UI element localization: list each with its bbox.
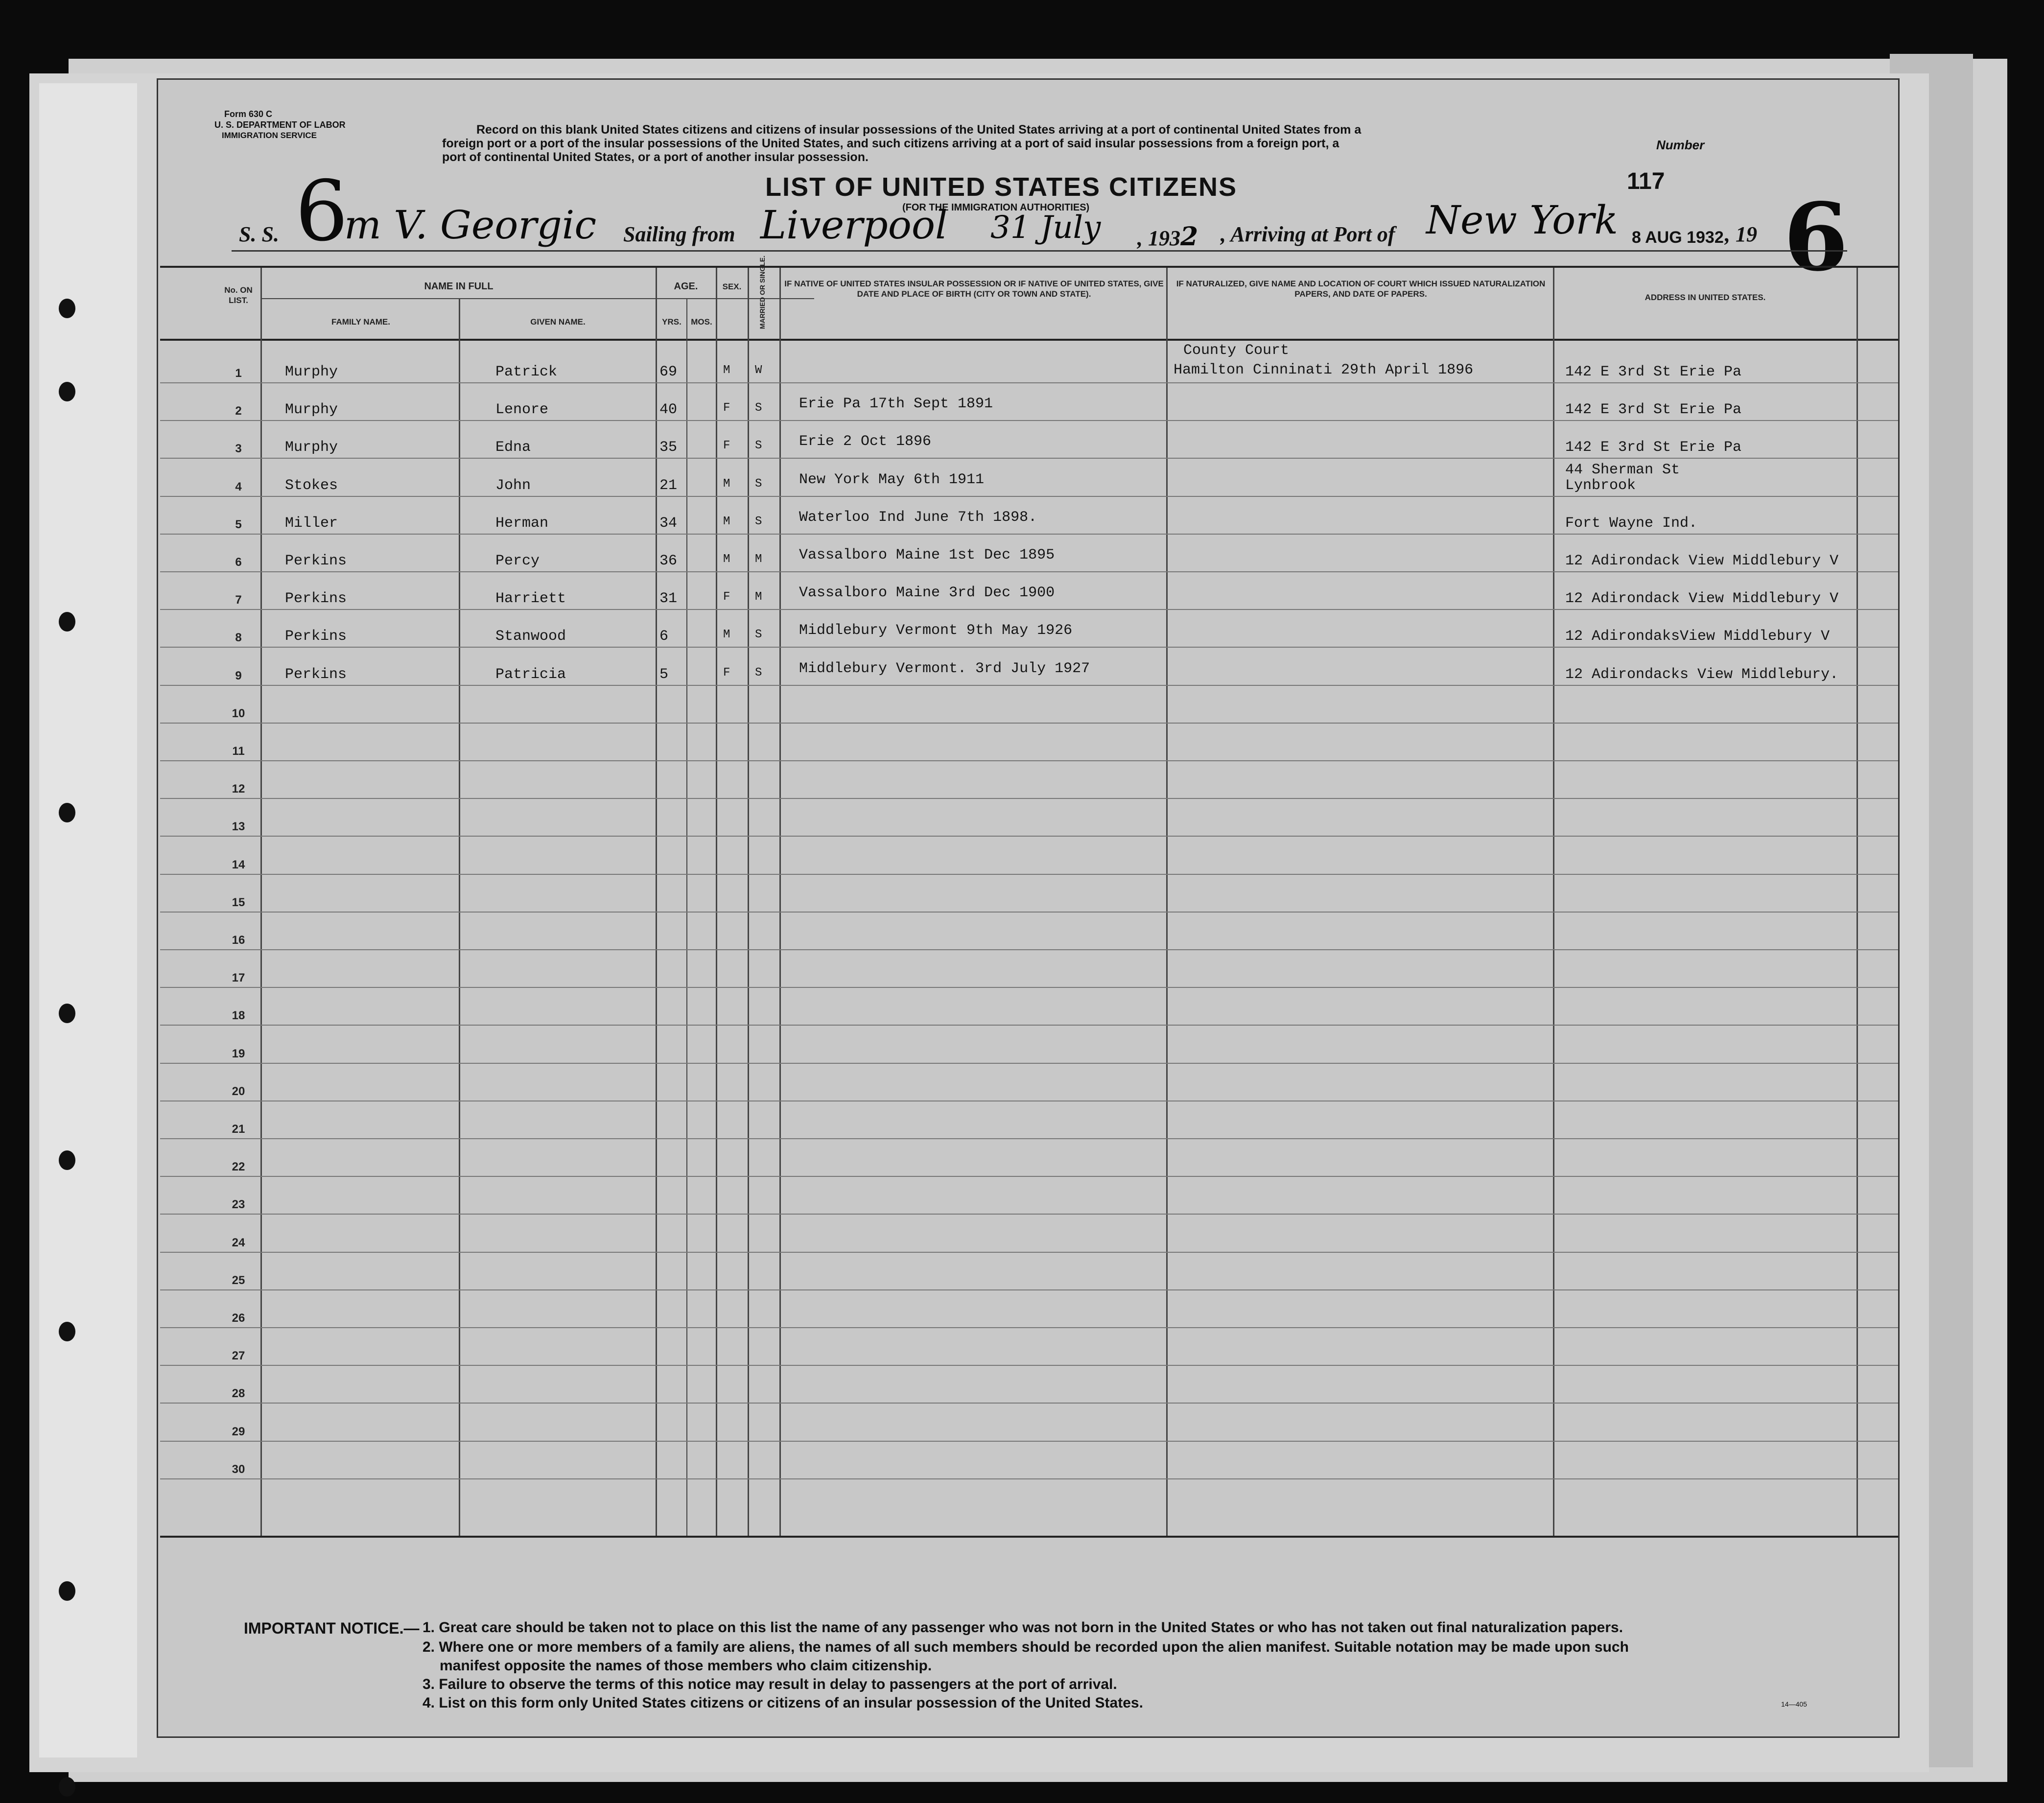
sex: F <box>723 401 730 415</box>
family-name: Murphy <box>285 401 338 419</box>
instruction-line-2: foreign port or a port of the insular possessions of the United States, and such citizens arriving at a port of said insular possessions from a foreign port, a <box>442 137 1339 150</box>
header-separator <box>160 339 1898 341</box>
row-rule <box>160 571 1898 572</box>
age-years: 31 <box>659 590 678 608</box>
marital-status: S <box>755 439 762 453</box>
marital-status: W <box>755 364 762 377</box>
row-rule <box>160 1252 1898 1253</box>
row-number: 5 <box>235 517 242 531</box>
row-number: 4 <box>235 480 242 493</box>
given-name: John <box>495 477 531 494</box>
instruction-line-3: port of continental United States, or a port of another insular possession. <box>442 150 869 164</box>
service-label: IMMIGRATION SERVICE <box>222 131 317 140</box>
address: 142 E 3rd St Erie Pa <box>1565 439 1742 456</box>
sex: M <box>723 515 730 528</box>
marital-status: S <box>755 666 762 679</box>
header-sex: SEX. <box>722 282 742 291</box>
row-rule <box>160 458 1898 459</box>
row-number: 30 <box>232 1462 245 1476</box>
row-number: 29 <box>232 1425 245 1438</box>
binding-hole <box>59 382 75 401</box>
row-rule <box>160 382 1898 383</box>
arriving-label: , Arriving at Port of <box>1221 222 1395 246</box>
address: 12 AdirondaksView Middlebury V <box>1565 628 1830 645</box>
header-no: No. ON LIST. <box>224 285 253 305</box>
row-rule <box>160 1176 1898 1177</box>
binding-hole <box>59 299 75 318</box>
row-rule <box>160 1365 1898 1366</box>
row-number: 17 <box>232 971 245 985</box>
notice-item-1: 1. Great care should be taken not to place on this list the name of any passenger who was not born in the United States or who has not taken out final naturalization papers. <box>423 1619 1623 1636</box>
row-rule <box>160 723 1898 724</box>
address: 44 Sherman St <box>1565 461 1680 478</box>
age-years: 35 <box>659 439 678 456</box>
row-number: 25 <box>232 1273 245 1287</box>
row-number: 2 <box>235 404 242 418</box>
row-rule <box>160 1327 1898 1328</box>
row-number: 24 <box>232 1236 245 1249</box>
row-rule <box>160 496 1898 497</box>
row-number: 28 <box>232 1387 245 1401</box>
row-rule <box>160 609 1898 610</box>
header-mos: MOS. <box>691 317 712 327</box>
birth-place-date: Erie Pa 17th Sept 1891 <box>799 396 993 413</box>
row-rule <box>160 685 1898 686</box>
citizen-list-form <box>157 78 1900 1738</box>
given-name: Edna <box>495 439 531 456</box>
row-rule <box>160 949 1898 950</box>
address: 12 Adirondack View Middlebury V <box>1565 553 1839 569</box>
binding-hole <box>59 1581 75 1601</box>
address: Fort Wayne Ind. <box>1565 515 1698 532</box>
row-number: 14 <box>232 858 245 871</box>
family-name: Murphy <box>285 439 338 456</box>
binding-hole <box>59 803 75 822</box>
court-line-2: Hamilton Cinninati 29th April 1896 <box>1174 362 1474 378</box>
row-number: 1 <box>235 367 242 380</box>
birth-place-date: Waterloo Ind June 7th 1898. <box>799 509 1037 526</box>
row-rule <box>160 1403 1898 1404</box>
marital-status: S <box>755 515 762 528</box>
marital-status: S <box>755 628 762 642</box>
ship-name: m V. Georgic <box>344 202 597 248</box>
given-name: Patrick <box>495 364 558 380</box>
page-subtitle: (FOR THE IMMIGRATION AUTHORITIES) <box>902 202 1090 213</box>
row-rule <box>160 1025 1898 1026</box>
sex: M <box>723 477 730 491</box>
age-years: 21 <box>659 477 678 494</box>
binding-hole <box>59 1777 75 1797</box>
marital-status: S <box>755 401 762 415</box>
sailing-label: Sailing from <box>623 222 735 246</box>
list-number: 117 <box>1627 168 1665 194</box>
marital-status: S <box>755 477 762 491</box>
sex: F <box>723 666 730 679</box>
name-header-separator <box>261 298 814 299</box>
family-name: Murphy <box>285 364 338 380</box>
handwritten-number-right: 6 <box>1784 183 1849 292</box>
voyage-underline <box>232 250 1847 252</box>
row-rule <box>160 1063 1898 1064</box>
row-rule <box>160 1214 1898 1215</box>
number-label: Number <box>1656 138 1705 152</box>
binding-hole <box>59 1004 75 1023</box>
address: 142 E 3rd St Erie Pa <box>1565 364 1742 380</box>
family-name: Perkins <box>285 628 347 645</box>
header-married-single: MARRIED OR SINGLE. <box>758 255 766 329</box>
marital-status: M <box>755 590 762 604</box>
date-from: 31 July <box>990 210 1101 246</box>
given-name: Harriett <box>495 590 566 608</box>
birth-place-date: Middlebury Vermont 9th May 1926 <box>799 622 1073 639</box>
row-number: 3 <box>235 442 242 456</box>
header-birth: IF NATIVE OF UNITED STATES INSULAR POSSESSION OR IF NATIVE OF UNITED STATES, GIVE DATE AND PLACE OF BIRTH (CITY OR TOWN AND STATE). <box>784 279 1164 299</box>
notice-item-2b: manifest opposite the names of those members who claim citizenship. <box>440 1658 932 1674</box>
age-years: 34 <box>659 515 678 532</box>
sex: F <box>723 590 730 604</box>
row-number: 20 <box>232 1084 245 1098</box>
address: 12 Adirondack View Middlebury V <box>1565 590 1839 608</box>
row-rule <box>160 1289 1898 1290</box>
port-to: New York <box>1426 197 1618 243</box>
arrival-date-stamp: 8 AUG 1932 <box>1632 228 1724 247</box>
header-yrs: YRS. <box>662 317 681 327</box>
row-number: 11 <box>232 745 245 758</box>
age-years: 40 <box>659 401 678 419</box>
column-divider <box>686 298 687 1536</box>
notice-item-3: 3. Failure to observe the terms of this notice may result in delay to passengers at the port of arrival. <box>423 1676 1117 1692</box>
row-number: 27 <box>232 1349 245 1363</box>
birth-place-date: Middlebury Vermont. 3rd July 1927 <box>799 660 1090 677</box>
header-address: ADDRESS IN UNITED STATES. <box>1645 293 1766 302</box>
given-name: Lenore <box>495 401 549 419</box>
binding-strip <box>39 83 137 1757</box>
marital-status: M <box>755 553 762 566</box>
row-number: 6 <box>235 556 242 569</box>
row-rule <box>160 912 1898 913</box>
birth-place-date: Vassalboro Maine 3rd Dec 1900 <box>799 585 1055 602</box>
age-years: 69 <box>659 364 678 380</box>
address: 12 Adirondacks View Middlebury. <box>1565 666 1839 683</box>
family-name: Perkins <box>285 553 347 569</box>
port-from: Liverpool <box>760 202 948 248</box>
row-rule <box>160 1138 1898 1139</box>
header-name-in-full: NAME IN FULL <box>424 281 493 292</box>
address-line-2: Lynbrook <box>1565 477 1636 494</box>
page-title: LIST OF UNITED STATES CITIZENS <box>765 172 1237 202</box>
header-age: AGE. <box>674 281 698 292</box>
given-name: Patricia <box>495 666 566 683</box>
notice-heading: IMPORTANT NOTICE.— <box>244 1619 420 1637</box>
sex: M <box>723 364 730 377</box>
family-name: Stokes <box>285 477 338 494</box>
family-name: Perkins <box>285 590 347 608</box>
row-rule <box>160 798 1898 799</box>
row-number: 18 <box>232 1009 245 1023</box>
binding-hole <box>59 1150 75 1170</box>
row-number: 12 <box>232 782 245 796</box>
birth-place-date: Vassalboro Maine 1st Dec 1895 <box>799 547 1055 563</box>
family-name: Perkins <box>285 666 347 683</box>
sex: F <box>723 439 730 453</box>
passenger-table <box>160 255 1898 1538</box>
row-rule <box>160 874 1898 875</box>
binding-hole <box>59 612 75 632</box>
given-name: Stanwood <box>495 628 566 645</box>
header-naturalized: IF NATURALIZED, GIVE NAME AND LOCATION OF COURT WHICH ISSUED NATURALIZATION PAPERS, AND DATE OF PAPERS. <box>1176 279 1546 299</box>
arrival-year-label: , 19 <box>1725 222 1757 246</box>
court-line-1: County Court <box>1183 342 1290 359</box>
sex: M <box>723 628 730 642</box>
row-rule <box>160 1478 1898 1479</box>
notice-item-2a: 2. Where one or more members of a family are aliens, the names of all such members should be recorded upon the alien manifest. Suitable notation may be made upon such <box>423 1639 1629 1655</box>
row-number: 22 <box>232 1160 245 1174</box>
row-rule <box>160 647 1898 648</box>
row-number: 19 <box>232 1047 245 1060</box>
row-rule <box>160 760 1898 761</box>
row-number: 26 <box>232 1311 245 1325</box>
year-label: , 193 <box>1137 226 1180 250</box>
row-number: 9 <box>235 669 242 682</box>
year-suffix: 2 <box>1180 222 1198 252</box>
row-number: 15 <box>232 895 245 909</box>
row-number: 8 <box>235 631 242 645</box>
row-rule <box>160 836 1898 837</box>
age-years: 36 <box>659 553 678 569</box>
row-number: 13 <box>232 820 245 834</box>
header-family-name: FAMILY NAME. <box>331 317 390 327</box>
given-name: Percy <box>495 553 540 569</box>
row-rule <box>160 1441 1898 1442</box>
row-number: 21 <box>232 1123 245 1136</box>
row-number: 7 <box>235 593 242 607</box>
department-label: U. S. DEPARTMENT OF LABOR <box>214 120 346 130</box>
birth-place-date: New York May 6th 1911 <box>799 471 985 488</box>
age-header-separator <box>656 298 716 299</box>
age-years: 6 <box>659 628 669 645</box>
form-number: Form 630 C <box>224 109 273 119</box>
instruction-line-1: Record on this blank United States citizens and citizens of insular possessions of the United States arriving at a port of continental United States from a <box>476 123 1362 137</box>
row-number: 16 <box>232 934 245 947</box>
row-rule <box>160 987 1898 988</box>
sex: M <box>723 553 730 566</box>
age-years: 5 <box>659 666 669 683</box>
notice-item-4: 4. List on this form only United States citizens or citizens of an insular possession of the United States. <box>423 1695 1143 1711</box>
address: 142 E 3rd St Erie Pa <box>1565 401 1742 419</box>
row-rule <box>160 420 1898 421</box>
family-name: Miller <box>285 515 338 532</box>
ss-label: S. S. <box>239 222 279 246</box>
row-rule <box>160 534 1898 535</box>
given-name: Herman <box>495 515 549 532</box>
footer-code: 14—405 <box>1781 1700 1807 1708</box>
row-number: 23 <box>232 1198 245 1212</box>
birth-place-date: Erie 2 Oct 1896 <box>799 433 932 450</box>
header-given-name: GIVEN NAME. <box>530 317 586 327</box>
column-divider <box>459 298 460 1536</box>
binding-hole <box>59 1322 75 1341</box>
handwritten-number-left: 6 <box>295 163 349 260</box>
row-number: 10 <box>232 706 245 720</box>
